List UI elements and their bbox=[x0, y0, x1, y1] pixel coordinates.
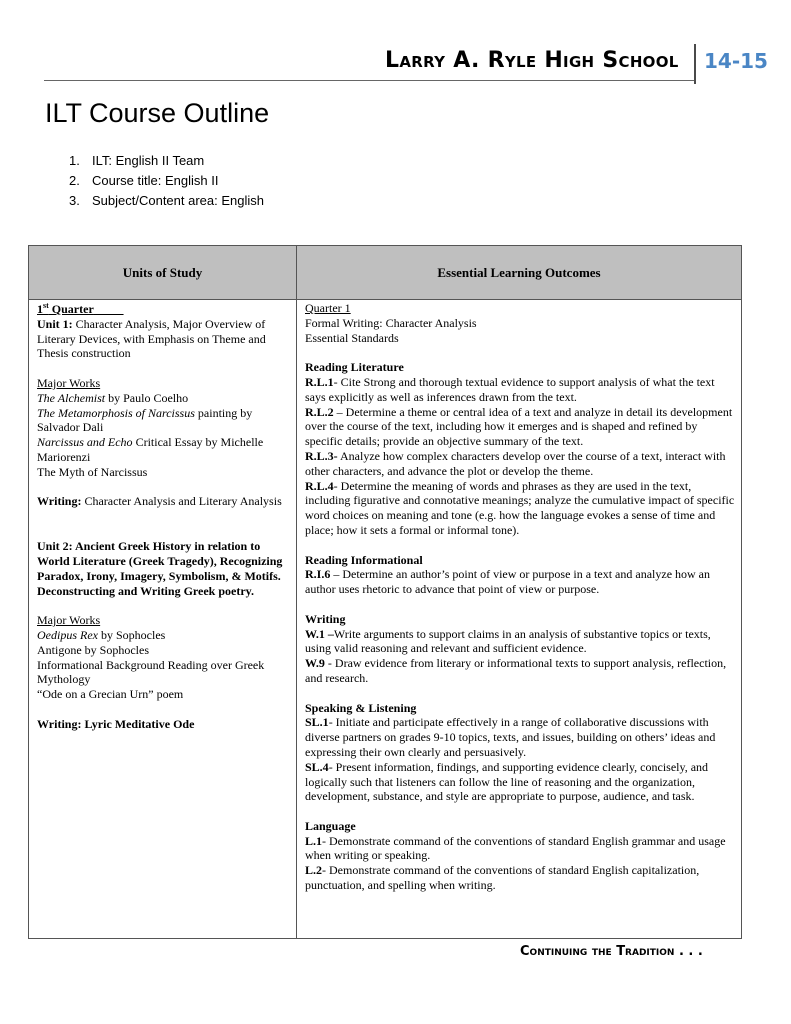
standard-item: SL.4- Present information, findings, and supporting evidence clearly, concisely, and logically such that listeners can follow the line of reasoning and the organization, development, substance, and style are appropriate to purpose, audience, and task. bbox=[305, 759, 709, 804]
units-of-study-cell bbox=[37, 302, 289, 732]
essential-standards: Essential Standards bbox=[305, 330, 399, 345]
table-header-row bbox=[29, 246, 741, 300]
essential-outcomes-cell bbox=[305, 301, 737, 893]
standard-item: SL.1- Initiate and participate effectively in a range of collaborative discussions with diverse partners on grades 9-10 topics, texts, and issues, building on others’ ideas and expressing their own clearly and persuasively. bbox=[305, 715, 716, 759]
work-item: Narcissus and Echo Critical Essay by Michelle Mariorenzi bbox=[37, 435, 264, 464]
footer-tagline: Continuing the Tradition . . . bbox=[520, 944, 703, 959]
work-item: Antigone by Sophocles bbox=[37, 642, 149, 657]
list-number: 2. bbox=[69, 173, 80, 188]
standard-item: W.1 –Write arguments to support claims in an analysis of substantive topics or texts, using valid reasoning and relevant and sufficient evidence. bbox=[305, 626, 711, 656]
quarter-heading: Quarter 1 bbox=[305, 301, 351, 315]
work-item: Informational Background Reading over Greek Mythology bbox=[37, 657, 265, 687]
writing-assignment: Writing: Character Analysis and Literary Analysis bbox=[37, 494, 282, 509]
school-year: 14-15 bbox=[704, 49, 768, 73]
work-item: “Ode on a Grecian Urn” poem bbox=[37, 687, 184, 702]
work-item: Oedipus Rex by Sophocles bbox=[37, 627, 166, 642]
list-item bbox=[69, 171, 264, 191]
formal-writing: Formal Writing: Character Analysis bbox=[305, 315, 477, 330]
section-heading: Writing bbox=[305, 611, 346, 626]
list-text: ILT: English II Team bbox=[92, 153, 205, 168]
work-item: The Metamorphosis of Narcissus painting by Salvador Dali bbox=[37, 405, 253, 435]
standard-item: W.9 - Draw evidence from literary or informational texts to support analysis, reflection, and research. bbox=[305, 656, 727, 685]
major-works-heading: Major Works bbox=[37, 613, 101, 628]
quarter-heading: 1st Quarter bbox=[37, 301, 94, 316]
column-divider bbox=[296, 246, 297, 938]
essential-outcomes-header: Essential Learning Outcomes bbox=[437, 265, 601, 280]
standard-item: L.2- Demonstrate command of the conventions of standard English capitalization, punctuation, and spelling when writing. bbox=[305, 863, 700, 893]
work-item: The Myth of Narcissus bbox=[37, 464, 148, 479]
page-title: ILT Course Outline bbox=[45, 98, 270, 128]
standard-item: R.L.2 – Determine a theme or central idea of a text and analyze in detail its development over the course of the text, including how it emerges and is shaped and refined by specific details; provide an objective summary of the text. bbox=[305, 404, 733, 449]
school-name: Larry A. Ryle High School bbox=[385, 48, 679, 73]
course-outline-table bbox=[28, 245, 742, 939]
header-divider bbox=[694, 44, 696, 84]
section-heading: Reading Literature bbox=[305, 360, 404, 375]
list-item bbox=[69, 191, 264, 211]
header-rule bbox=[44, 80, 694, 81]
list-item bbox=[69, 151, 264, 171]
standard-item: R.L.1- Cite Strong and thorough textual evidence to support analysis of what the text says explicitly as well as inferences drawn from the text. bbox=[305, 374, 715, 404]
course-info-list bbox=[69, 151, 264, 211]
section-heading: Reading Informational bbox=[305, 552, 423, 567]
section-heading: Speaking & Listening bbox=[305, 700, 417, 715]
units-of-study-header: Units of Study bbox=[122, 265, 203, 280]
work-item: The Alchemist by Paulo Coelho bbox=[37, 390, 189, 405]
standard-item: R.L.3- Analyze how complex characters develop over the course of a text, interact with other characters, and advance the plot or develop the theme. bbox=[305, 448, 726, 478]
unit-1: Unit 1: Character Analysis, Major Overview of Literary Devices, with Emphasis on Theme and Thesis construction bbox=[37, 316, 266, 361]
standard-item: L.1- Demonstrate command of the conventions of standard English grammar and usage when writing or speaking. bbox=[305, 833, 726, 863]
list-number: 3. bbox=[69, 193, 80, 208]
standard-item: R.L.4- Determine the meaning of words and phrases as they are used in the text, including figurative and connotative meanings; analyze the cumulative impact of specific word choices on meaning and tone (e.g. how the language evokes a sense of time and place; how it sets a formal or informal tone). bbox=[305, 478, 735, 537]
unit-2: Unit 2: Ancient Greek History in relation to World Literature (Greek Tragedy), Recognizing Paradox, Irony, Imagery, Symbolism, & Motifs. Deconstructing and Writing Greek poetry. bbox=[37, 539, 283, 598]
major-works-heading: Major Works bbox=[37, 375, 101, 390]
list-number: 1. bbox=[69, 153, 80, 168]
list-text: Course title: English II bbox=[92, 173, 219, 188]
section-heading: Language bbox=[305, 818, 356, 833]
list-text: Subject/Content area: English bbox=[92, 193, 264, 208]
standard-item: R.I.6 – Determine an author’s point of view or purpose in a text and analyze how an author uses rhetoric to advance that point of view or purpose. bbox=[305, 567, 711, 597]
writing-assignment: Writing: Lyric Meditative Ode bbox=[37, 716, 195, 731]
